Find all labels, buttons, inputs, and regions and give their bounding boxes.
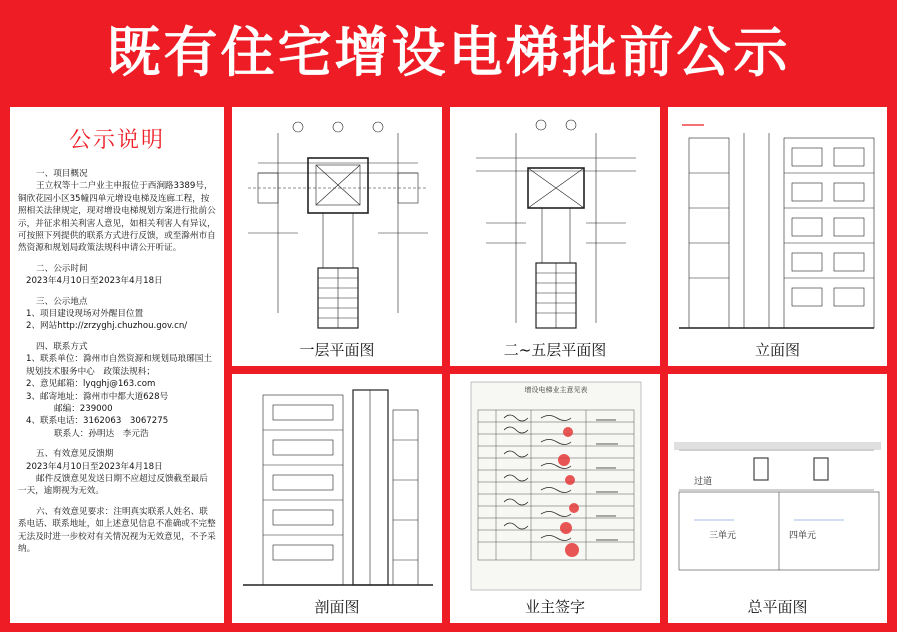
section-feedback-period (18, 448, 216, 498)
panel-caption: 立面图 (754, 341, 800, 359)
site-label-unit-3: 三单元 (709, 531, 737, 541)
panel-ground-floor-plan (232, 107, 442, 366)
section-location (18, 296, 216, 333)
panel-caption: 业主签字 (524, 598, 585, 616)
section-heading: 四、联系方式 (36, 341, 88, 352)
floor-plan-drawing (456, 113, 654, 335)
section-requirements (18, 506, 216, 556)
contact-unit: 1、联系单位：滁州市自然资源和规划局琅琊国土规划技术服务中心 政策法规科； (26, 354, 212, 377)
site-label-corridor: 过道 (694, 477, 713, 487)
section-line: 1、项目建设现场对外醒目位置 (26, 309, 144, 320)
section-drawing (238, 380, 436, 592)
page-title: 既有住宅增设电梯批前公示 (106, 20, 791, 84)
signature-sheet (456, 380, 654, 592)
site-plan-drawing (674, 380, 881, 592)
contact-postcode: 邮编：239000 (54, 403, 113, 414)
contact-address: 3、邮寄地址：滁州市中都大道628号 (26, 391, 169, 402)
panel-section (232, 374, 442, 623)
section-heading: 一、项目概况 (36, 169, 88, 179)
notice-title: 公示说明 (68, 128, 165, 153)
header-banner (0, 0, 897, 96)
panel-caption: 剖面图 (314, 598, 360, 616)
panel-upper-floor-plan (450, 107, 660, 366)
elevation-drawing (674, 113, 881, 335)
section-line: 2023年4月10日至2023年4月18日 (26, 276, 163, 287)
contact-person: 联系人：孙明达 李元浩 (54, 428, 149, 439)
section-contact (18, 341, 216, 440)
site-label-unit-4: 四单元 (789, 531, 817, 541)
panel-elevation (668, 107, 887, 366)
contact-phone: 4、联系电话：3162063 3067275 (26, 416, 169, 427)
panel-caption: 一层平面图 (299, 341, 375, 359)
section-project-overview (18, 168, 216, 255)
section-body: 六、有效意见要求：注明真实联系人姓名、联系电话、联系地址，如上述意见信息不准确或不完整无法及时进一步校对有关情况视为无效意见，不予采纳。 (18, 506, 216, 554)
panel-site-plan (668, 374, 887, 623)
section-line: 2023年4月10日至2023年4月18日 (26, 461, 163, 472)
notice-panel (10, 107, 224, 623)
section-body: 王立权等十二户业主申报位于西涧路3389号，铜欣花园小区35幢四单元增设电梯及连廊工程，按照相关法律规定，现对增设电梯规划方案进行批前公示，并征求相关利害人意见，如相关利害人有异议，可按照下列提供的联系方式进行反馈，或至滁州市自然资源和规划局政策法规科申请公开听证。 (18, 181, 216, 254)
section-heading: 三、公示地点 (36, 296, 88, 307)
section-body: 邮件反馈意见发送日期不应超过反馈截至最后一天，逾期视为无效。 (18, 473, 208, 497)
contact-email[interactable]: 2、意见邮箱：lyqghj@163.com (26, 379, 156, 390)
section-heading: 二、公示时间 (36, 263, 88, 274)
section-heading: 五、有效意见反馈期 (36, 449, 114, 460)
signature-sheet-title: 增设电梯业主意见表 (524, 386, 588, 394)
panel-caption: 总平面图 (747, 598, 808, 616)
website-link[interactable]: 2、网站http://zrzyghj.chuzhou.gov.cn/ (26, 321, 188, 332)
panel-owner-signatures (450, 374, 660, 623)
floor-plan-drawing (238, 113, 436, 335)
panel-caption: 二~五层平面图 (503, 341, 607, 359)
section-time (18, 263, 216, 288)
